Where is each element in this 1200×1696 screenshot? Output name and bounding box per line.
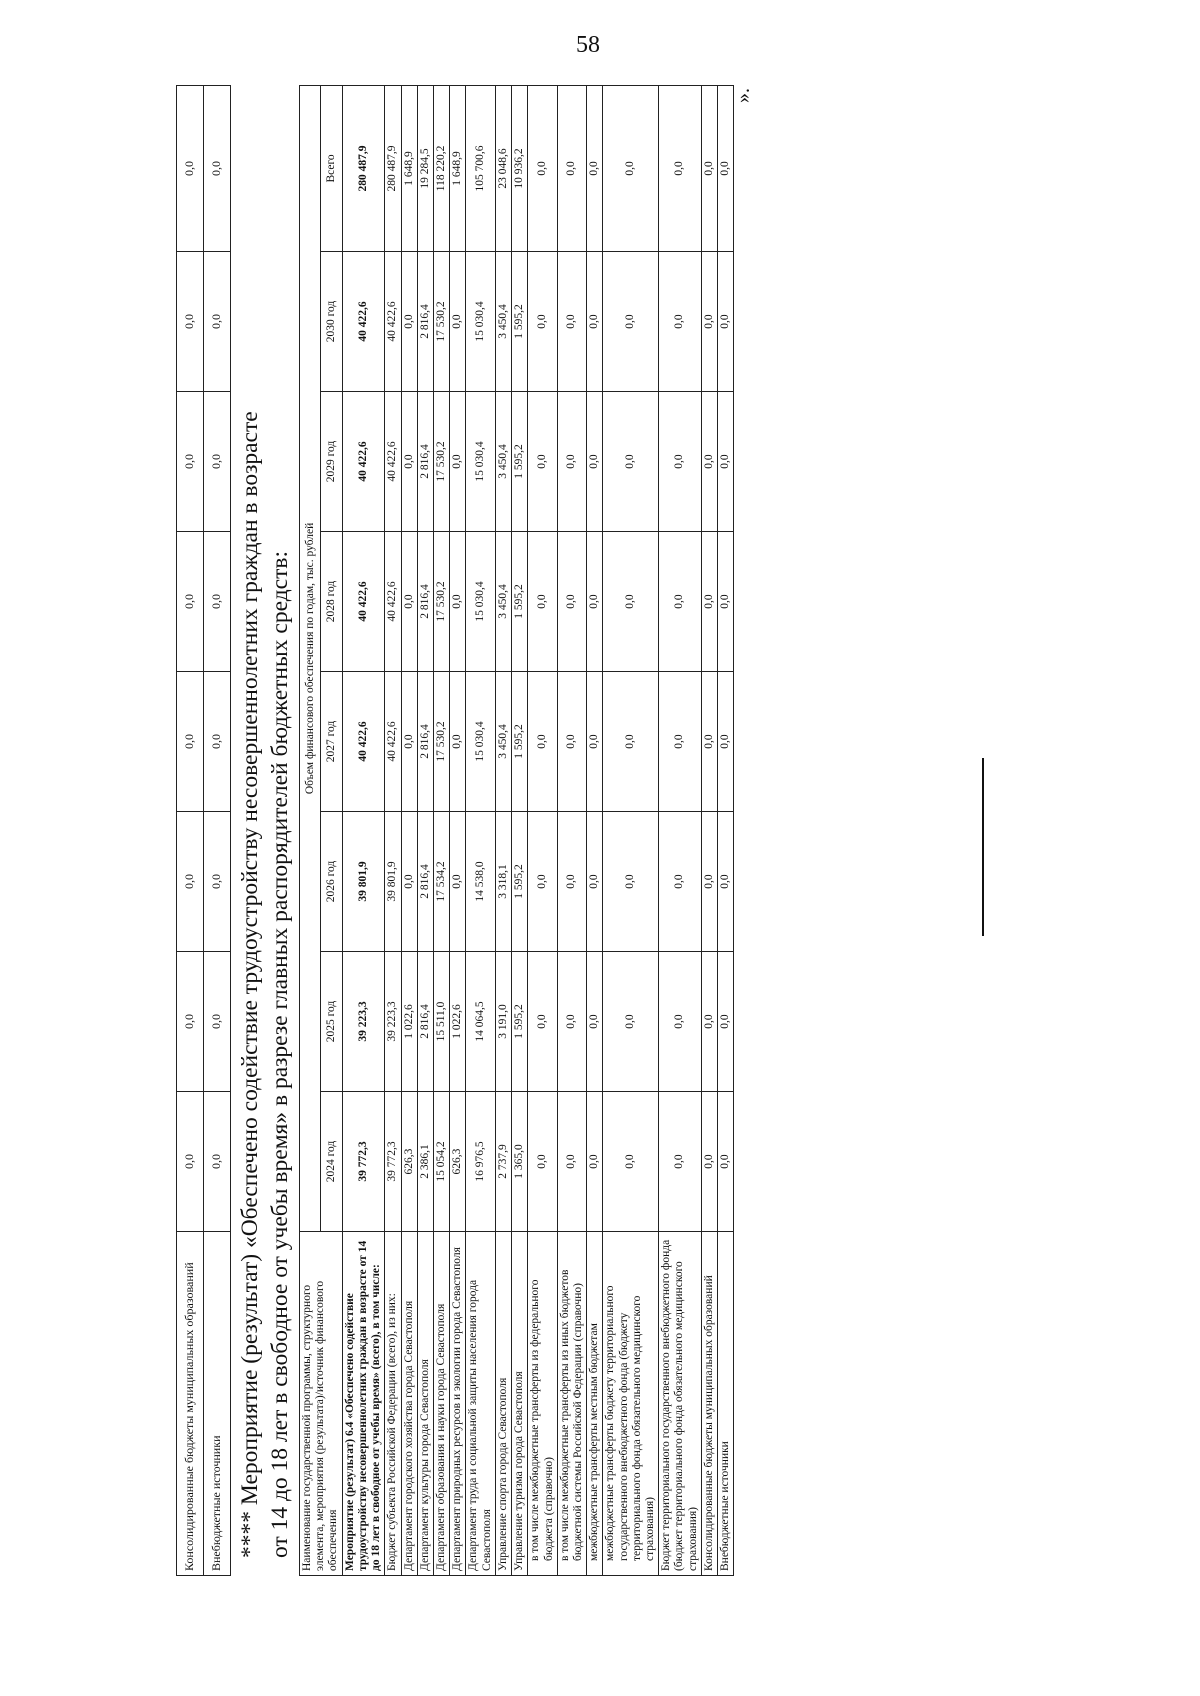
value-cell: 0,0	[659, 672, 702, 812]
value-cell: 0,0	[603, 392, 659, 532]
value-cell: 40 422,6	[385, 672, 401, 812]
table-row	[342, 85, 385, 1575]
value-cell: 2 816,4	[417, 532, 433, 672]
value-cell: 280 487,9	[342, 85, 385, 251]
value-cell: 626,3	[450, 1092, 466, 1232]
value-cell: 39 801,9	[385, 812, 401, 952]
value-cell: 0,0	[701, 1092, 717, 1232]
heading-line-1: **** Мероприятие (результат) «Обеспечено содействие трудоустройству несовершеннолетних граждан в возрасте	[237, 411, 263, 1558]
value-cell: 40 422,6	[342, 252, 385, 392]
value-cell: 0,0	[718, 952, 734, 1092]
value-cell: 0,0	[450, 532, 466, 672]
value-cell: 0,0	[401, 392, 417, 532]
value-cell: 0,0	[177, 1092, 204, 1232]
value-cell: 1 022,6	[450, 952, 466, 1092]
row-label: межбюджетные трансферты бюджету территориального государственного внебюджетного фонда (бюджету территориального фонда обязательного медицинского страхования)	[603, 1232, 659, 1576]
value-cell: 0,0	[450, 392, 466, 532]
value-cell: 0,0	[603, 812, 659, 952]
table-row	[466, 85, 495, 1575]
value-cell: 0,0	[204, 952, 231, 1092]
value-cell: 0,0	[701, 85, 717, 251]
value-cell: 40 422,6	[385, 252, 401, 392]
year-header: 2025 год	[321, 952, 342, 1092]
value-cell: 23 048,6	[495, 85, 511, 251]
value-cell: 0,0	[659, 952, 702, 1092]
value-cell: 0,0	[587, 85, 603, 251]
value-cell: 0,0	[587, 392, 603, 532]
row-label: Бюджет территориального государственного внебюджетного фонда (бюджет территориального фонда обязательного медицинского страхования)	[659, 1232, 702, 1576]
value-cell: 0,0	[557, 812, 586, 952]
value-cell: 0,0	[587, 1092, 603, 1232]
row-label: Департамент культуры города Севастополя	[417, 1232, 433, 1576]
value-cell: 0,0	[177, 392, 204, 532]
value-cell: 0,0	[204, 392, 231, 532]
value-cell: 0,0	[177, 86, 204, 252]
value-cell: 0,0	[587, 672, 603, 812]
value-cell: 0,0	[587, 812, 603, 952]
value-cell: 0,0	[718, 392, 734, 532]
value-cell: 0,0	[659, 812, 702, 952]
value-cell: 1 648,9	[401, 85, 417, 251]
table-header-row	[300, 85, 321, 1575]
value-cell: 10 936,2	[512, 85, 528, 251]
value-cell: 0,0	[177, 952, 204, 1092]
header-name-cell: Наименование государственной программы, структурного элемента, мероприятия (результата)/источник финансового обеспечения	[300, 1232, 343, 1576]
value-cell: 0,0	[701, 952, 717, 1092]
value-cell: 0,0	[401, 672, 417, 812]
table-row	[659, 85, 702, 1575]
value-cell: 0,0	[204, 812, 231, 952]
value-cell: 0,0	[701, 532, 717, 672]
header-group-cell: Объем финансового обеспечения по годам, тыс. рублей	[300, 85, 321, 1231]
value-cell: 0,0	[528, 812, 557, 952]
rotated-content	[176, 86, 916, 1576]
table-row	[603, 85, 659, 1575]
value-cell: 0,0	[450, 252, 466, 392]
value-cell: 0,0	[587, 532, 603, 672]
value-cell: 3 450,4	[495, 392, 511, 532]
value-cell: 40 422,6	[342, 392, 385, 532]
value-cell: 1 595,2	[512, 952, 528, 1092]
value-cell: 118 220,2	[433, 85, 449, 251]
value-cell: 0,0	[204, 532, 231, 672]
value-cell: 2 737,9	[495, 1092, 511, 1232]
year-header: 2030 год	[321, 252, 342, 392]
value-cell: 15 511,0	[433, 952, 449, 1092]
value-cell: 40 422,6	[342, 672, 385, 812]
value-cell: 0,0	[557, 952, 586, 1092]
value-cell: 2 816,4	[417, 672, 433, 812]
value-cell: 0,0	[718, 85, 734, 251]
value-cell: 0,0	[701, 672, 717, 812]
row-label: Бюджет субъекта Российской Федерации (всего), из них:	[385, 1232, 401, 1576]
row-label: Департамент труда и социальной защиты населения города Севастополя	[466, 1232, 495, 1576]
row-label: Консолидированные бюджеты муниципальных образований	[701, 1232, 717, 1576]
year-header: 2029 год	[321, 392, 342, 532]
table-row	[587, 85, 603, 1575]
value-cell: 0,0	[701, 392, 717, 532]
value-cell: 0,0	[557, 85, 586, 251]
value-cell: 0,0	[177, 252, 204, 392]
financing-table	[299, 85, 734, 1576]
value-cell: 14 538,0	[466, 812, 495, 952]
table-row	[433, 85, 449, 1575]
heading-line-2: от 14 до 18 лет в свободное от учебы время» в разрезе главных распорядителей бюджетных средств:	[267, 551, 293, 1558]
value-cell: 40 422,6	[385, 392, 401, 532]
table-row	[450, 85, 466, 1575]
value-cell: 0,0	[557, 672, 586, 812]
value-cell: 0,0	[718, 812, 734, 952]
value-cell: 0,0	[603, 252, 659, 392]
table-row	[528, 85, 557, 1575]
value-cell: 15 030,4	[466, 392, 495, 532]
value-cell: 0,0	[177, 532, 204, 672]
value-cell: 1 022,6	[401, 952, 417, 1092]
table-row	[495, 85, 511, 1575]
value-cell: 0,0	[204, 86, 231, 252]
value-cell: 0,0	[659, 252, 702, 392]
value-cell: 0,0	[401, 532, 417, 672]
value-cell: 0,0	[718, 1092, 734, 1232]
value-cell: 3 450,4	[495, 672, 511, 812]
row-label: Управление туризма города Севастополя	[512, 1232, 528, 1576]
value-cell: 1 365,0	[512, 1092, 528, 1232]
value-cell: 1 648,9	[450, 85, 466, 251]
value-cell: 19 284,5	[417, 85, 433, 251]
value-cell: 0,0	[701, 252, 717, 392]
value-cell: 3 191,0	[495, 952, 511, 1092]
row-label: в том числе межбюджетные трансферты из федерального бюджета (справочно)	[528, 1232, 557, 1576]
value-cell: 0,0	[718, 252, 734, 392]
row-label: межбюджетные трансферты местным бюджетам	[587, 1232, 603, 1576]
value-cell: 17 530,2	[433, 392, 449, 532]
row-label: Управление спорта города Севастополя	[495, 1232, 511, 1576]
section-heading	[235, 86, 295, 1558]
value-cell: 17 530,2	[433, 252, 449, 392]
table-row	[417, 85, 433, 1575]
value-cell: 15 054,2	[433, 1092, 449, 1232]
value-cell: 39 801,9	[342, 812, 385, 952]
value-cell: 0,0	[557, 532, 586, 672]
value-cell: 0,0	[701, 812, 717, 952]
value-cell: 0,0	[557, 1092, 586, 1232]
table-row	[512, 85, 528, 1575]
value-cell: 0,0	[401, 252, 417, 392]
value-cell: 14 064,5	[466, 952, 495, 1092]
value-cell: 15 030,4	[466, 252, 495, 392]
table-row	[701, 85, 717, 1575]
value-cell: 0,0	[528, 952, 557, 1092]
table-row	[177, 86, 204, 1576]
value-cell: 17 530,2	[433, 672, 449, 812]
value-cell: 626,3	[401, 1092, 417, 1232]
year-header: 2028 год	[321, 532, 342, 672]
year-header: 2026 год	[321, 812, 342, 952]
value-cell: 2 816,4	[417, 952, 433, 1092]
value-cell: 0,0	[603, 1092, 659, 1232]
value-cell: 17 530,2	[433, 532, 449, 672]
value-cell: 0,0	[528, 392, 557, 532]
value-cell: 40 422,6	[385, 532, 401, 672]
value-cell: 3 450,4	[495, 252, 511, 392]
value-cell: 1 595,2	[512, 532, 528, 672]
value-cell: 3 318,1	[495, 812, 511, 952]
page-number: 58	[576, 32, 600, 58]
row-label: Департамент городского хозяйства города Севастополя	[401, 1232, 417, 1576]
table-row	[204, 86, 231, 1576]
value-cell: 16 976,5	[466, 1092, 495, 1232]
value-cell: 17 534,2	[433, 812, 449, 952]
value-cell: 0,0	[204, 1092, 231, 1232]
value-cell: 15 030,4	[466, 532, 495, 672]
value-cell: 0,0	[603, 672, 659, 812]
value-cell: 0,0	[204, 252, 231, 392]
value-cell: 0,0	[603, 952, 659, 1092]
continued-table	[176, 85, 231, 1576]
value-cell: 0,0	[177, 672, 204, 812]
value-cell: 0,0	[603, 85, 659, 251]
value-cell: 1 595,2	[512, 812, 528, 952]
value-cell: 0,0	[659, 1092, 702, 1232]
value-cell: 0,0	[401, 812, 417, 952]
value-cell: 0,0	[450, 812, 466, 952]
value-cell: 280 487,9	[385, 85, 401, 251]
value-cell: 0,0	[718, 532, 734, 672]
signature-line	[982, 758, 984, 936]
value-cell: 0,0	[587, 252, 603, 392]
value-cell: 0,0	[718, 672, 734, 812]
value-cell: 39 223,3	[385, 952, 401, 1092]
value-cell: 2 816,4	[417, 252, 433, 392]
value-cell: 39 772,3	[385, 1092, 401, 1232]
value-cell: 105 700,6	[466, 85, 495, 251]
value-cell: 40 422,6	[342, 532, 385, 672]
value-cell: 15 030,4	[466, 672, 495, 812]
value-cell: 39 223,3	[342, 952, 385, 1092]
year-header: 2024 год	[321, 1092, 342, 1232]
value-cell: 0,0	[659, 392, 702, 532]
row-label: Внебюджетные источники	[204, 1232, 231, 1576]
value-cell: 0,0	[603, 532, 659, 672]
value-cell: 0,0	[528, 532, 557, 672]
table-row	[401, 85, 417, 1575]
year-header: 2027 год	[321, 672, 342, 812]
value-cell: 0,0	[557, 392, 586, 532]
value-cell: 0,0	[528, 85, 557, 251]
value-cell: 2 386,1	[417, 1092, 433, 1232]
table-row	[385, 85, 401, 1575]
value-cell: 0,0	[450, 672, 466, 812]
value-cell: 0,0	[528, 672, 557, 812]
value-cell: 0,0	[528, 252, 557, 392]
value-cell: 0,0	[659, 532, 702, 672]
value-cell: 0,0	[587, 952, 603, 1092]
row-label: Департамент образования и науки города Севастополя	[433, 1232, 449, 1576]
value-cell: 0,0	[177, 812, 204, 952]
value-cell: 0,0	[528, 1092, 557, 1232]
table-row	[557, 85, 586, 1575]
value-cell: 0,0	[557, 252, 586, 392]
value-cell: 1 595,2	[512, 392, 528, 532]
row-label: Внебюджетные источники	[718, 1232, 734, 1576]
value-cell: 1 595,2	[512, 252, 528, 392]
row-label: в том числе межбюджетные трансферты из иных бюджетов бюджетной системы Российской Федерации (справочно)	[557, 1232, 586, 1576]
row-label: Консолидированные бюджеты муниципальных образований	[177, 1232, 204, 1576]
value-cell: 39 772,3	[342, 1092, 385, 1232]
value-cell: 2 816,4	[417, 812, 433, 952]
value-cell: 3 450,4	[495, 532, 511, 672]
value-cell: 0,0	[204, 672, 231, 812]
value-cell: 0,0	[659, 85, 702, 251]
closing-quote: ».	[732, 88, 755, 103]
value-cell: 1 595,2	[512, 672, 528, 812]
value-cell: 2 816,4	[417, 392, 433, 532]
row-label: Департамент природных ресурсов и экологии города Севастополя	[450, 1232, 466, 1576]
row-label: Мероприятие (результат) 6.4 «Обеспечено содействие трудоустройству несовершеннолетних граждан в возрасте от 14 до 18 лет в свободное от учебы время» (всего), в том числе:	[342, 1232, 385, 1576]
year-header: Всего	[321, 85, 342, 251]
